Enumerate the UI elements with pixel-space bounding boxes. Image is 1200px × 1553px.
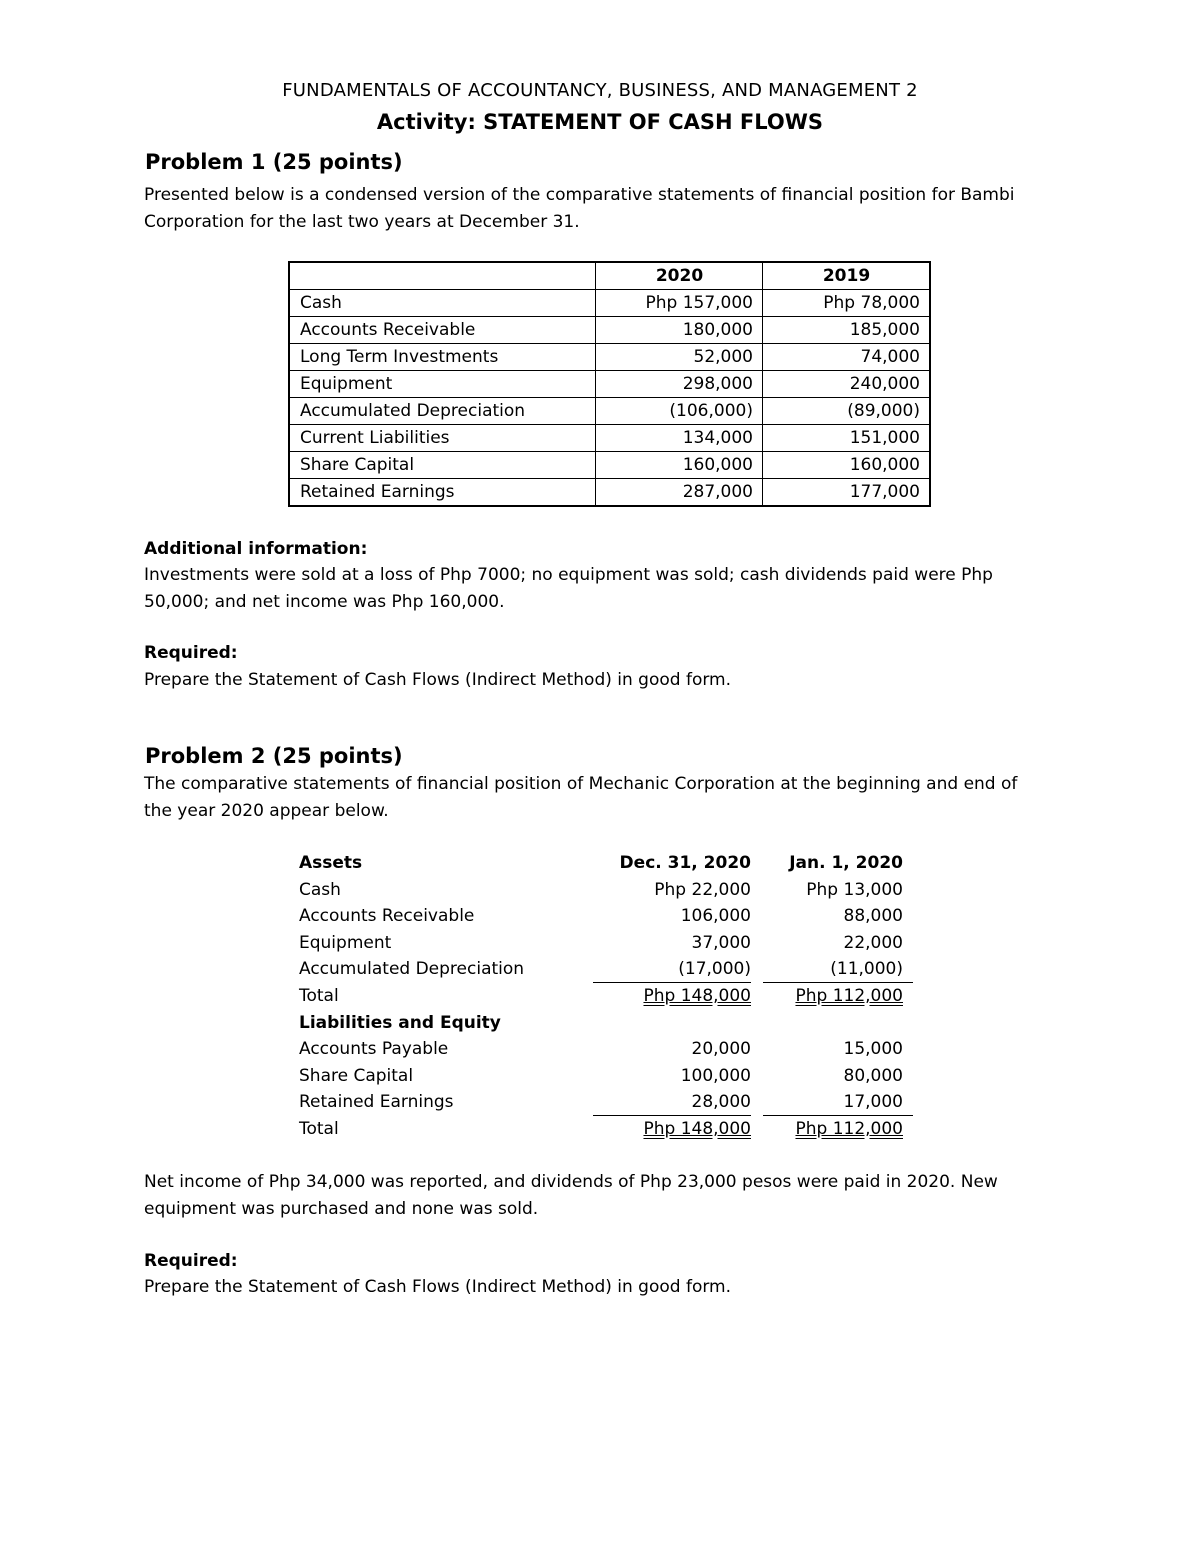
value-dec: 28,000: [691, 1092, 751, 1112]
row-label: Accounts Receivable: [299, 906, 475, 926]
problem1-required-text: Prepare the Statement of Cash Flows (Indirect Method) in good form.: [144, 670, 732, 690]
additional-info-heading: Additional information:: [144, 539, 368, 559]
table-row: [299, 903, 919, 929]
value-2019: Php 78,000: [763, 290, 931, 317]
value-dec: 106,000: [680, 906, 751, 926]
course-header: FUNDAMENTALS OF ACCOUNTANCY, BUSINESS, AND MANAGEMENT 2: [282, 80, 918, 101]
table-header-blank: [289, 262, 596, 290]
value-jan: Php 112,000: [795, 1119, 903, 1139]
value-2019: 185,000: [763, 317, 931, 344]
value-2019: 151,000: [763, 425, 931, 452]
problem2-intro-line1: The comparative statements of financial position of Mechanic Corporation at the beginning and end of: [144, 774, 1018, 794]
table-row: [299, 1036, 919, 1062]
table-row: [289, 479, 930, 507]
problem2-intro-line2: the year 2020 appear below.: [144, 800, 389, 821]
value-2019: 160,000: [763, 452, 931, 479]
value-jan: (11,000): [830, 959, 903, 979]
row-label: Equipment: [299, 932, 392, 953]
value-dec: Php 148,000: [643, 1119, 751, 1139]
value-dec: 37,000: [691, 932, 751, 953]
value-2019: 177,000: [763, 479, 931, 507]
col-header-jan: Jan. 1, 2020: [789, 853, 903, 873]
row-label: Accumulated Depreciation: [299, 959, 525, 979]
col-header-dec: Dec. 31, 2020: [619, 853, 751, 873]
row-label: Equipment: [289, 371, 596, 398]
row-label: Cash: [289, 290, 596, 317]
row-label: Total: [299, 1119, 339, 1139]
table-row: [289, 371, 930, 398]
activity-title: Activity: STATEMENT OF CASH FLOWS: [376, 110, 824, 134]
table-header-row: [289, 262, 930, 290]
row-label: Total: [299, 986, 339, 1006]
table-row-total: [299, 1116, 919, 1142]
problem1-required-heading: Required:: [144, 643, 238, 663]
table-row: [289, 452, 930, 479]
table-row: [299, 1063, 919, 1089]
problem2-note-line2: equipment was purchased and none was sold.: [144, 1198, 539, 1219]
value-jan: 17,000: [843, 1092, 903, 1112]
value-2019: 74,000: [763, 344, 931, 371]
problem2-required-text: Prepare the Statement of Cash Flows (Indirect Method) in good form.: [144, 1277, 732, 1297]
problem2-note: [144, 1169, 998, 1222]
row-label: Current Liabilities: [289, 425, 596, 452]
value-dec: Php 22,000: [654, 879, 751, 900]
problem1-table: [288, 261, 931, 507]
value-dec: (17,000): [678, 959, 751, 979]
value-jan: Php 13,000: [806, 879, 903, 900]
problem2-note-line1: Net income of Php 34,000 was reported, and dividends of Php 23,000 pesos were paid in 2020. New: [144, 1172, 998, 1192]
row-label: Long Term Investments: [289, 344, 596, 371]
additional-info-line2: 50,000; and net income was Php 160,000.: [144, 591, 505, 612]
row-label: Accounts Receivable: [289, 317, 596, 344]
value-dec: 20,000: [691, 1039, 751, 1059]
table-row: [289, 344, 930, 371]
section-heading-row: [299, 1010, 919, 1036]
row-label: Share Capital: [299, 1065, 414, 1086]
value-2020: 298,000: [596, 371, 763, 398]
value-2020: 134,000: [596, 425, 763, 452]
liabilities-heading: Liabilities and Equity: [299, 1012, 501, 1033]
value-jan: 15,000: [843, 1039, 903, 1059]
value-jan: Php 112,000: [795, 986, 903, 1006]
problem1-intro: [144, 182, 1015, 235]
table-header-row: [299, 850, 919, 876]
value-2019: 240,000: [763, 371, 931, 398]
value-2020: (106,000): [596, 398, 763, 425]
row-label: Share Capital: [289, 452, 596, 479]
table-row: [289, 290, 930, 317]
table-row: [289, 398, 930, 425]
table-row: [299, 930, 919, 956]
table-row: [289, 425, 930, 452]
problem1-intro-line1: Presented below is a condensed version of the comparative statements of financial position for Bambi: [144, 185, 1015, 205]
value-2019: (89,000): [763, 398, 931, 425]
col-header-2020: 2020: [596, 262, 763, 290]
value-2020: 52,000: [596, 344, 763, 371]
value-2020: Php 157,000: [596, 290, 763, 317]
value-jan: 80,000: [843, 1065, 903, 1086]
problem2-heading: Problem 2 (25 points): [145, 744, 403, 768]
value-2020: 287,000: [596, 479, 763, 507]
problem2-intro: [144, 771, 1017, 824]
value-jan: 88,000: [843, 906, 903, 926]
col-header-2019: 2019: [763, 262, 931, 290]
row-label: Retained Earnings: [289, 479, 596, 507]
value-dec: Php 148,000: [643, 986, 751, 1006]
problem2-required-heading: Required:: [144, 1251, 238, 1271]
additional-info-line1: Investments were sold at a loss of Php 7000; no equipment was sold; cash dividends paid were Php: [144, 565, 993, 585]
value-2020: 160,000: [596, 452, 763, 479]
row-label: Cash: [299, 879, 341, 900]
row-label: Retained Earnings: [299, 1092, 454, 1112]
table-row: [289, 317, 930, 344]
row-label: Accounts Payable: [299, 1039, 449, 1059]
value-dec: 100,000: [680, 1065, 751, 1086]
assets-heading: Assets: [299, 853, 363, 873]
value-2020: 180,000: [596, 317, 763, 344]
table-row: [299, 877, 919, 903]
table-row-total: [299, 983, 919, 1009]
problem1-heading: Problem 1 (25 points): [145, 150, 403, 174]
table-row: [299, 1089, 919, 1115]
problem1-intro-line2: Corporation for the last two years at December 31.: [144, 211, 580, 232]
row-label: Accumulated Depreciation: [289, 398, 596, 425]
additional-info-text: [144, 562, 993, 615]
table-row: [299, 956, 919, 982]
value-jan: 22,000: [843, 932, 903, 953]
